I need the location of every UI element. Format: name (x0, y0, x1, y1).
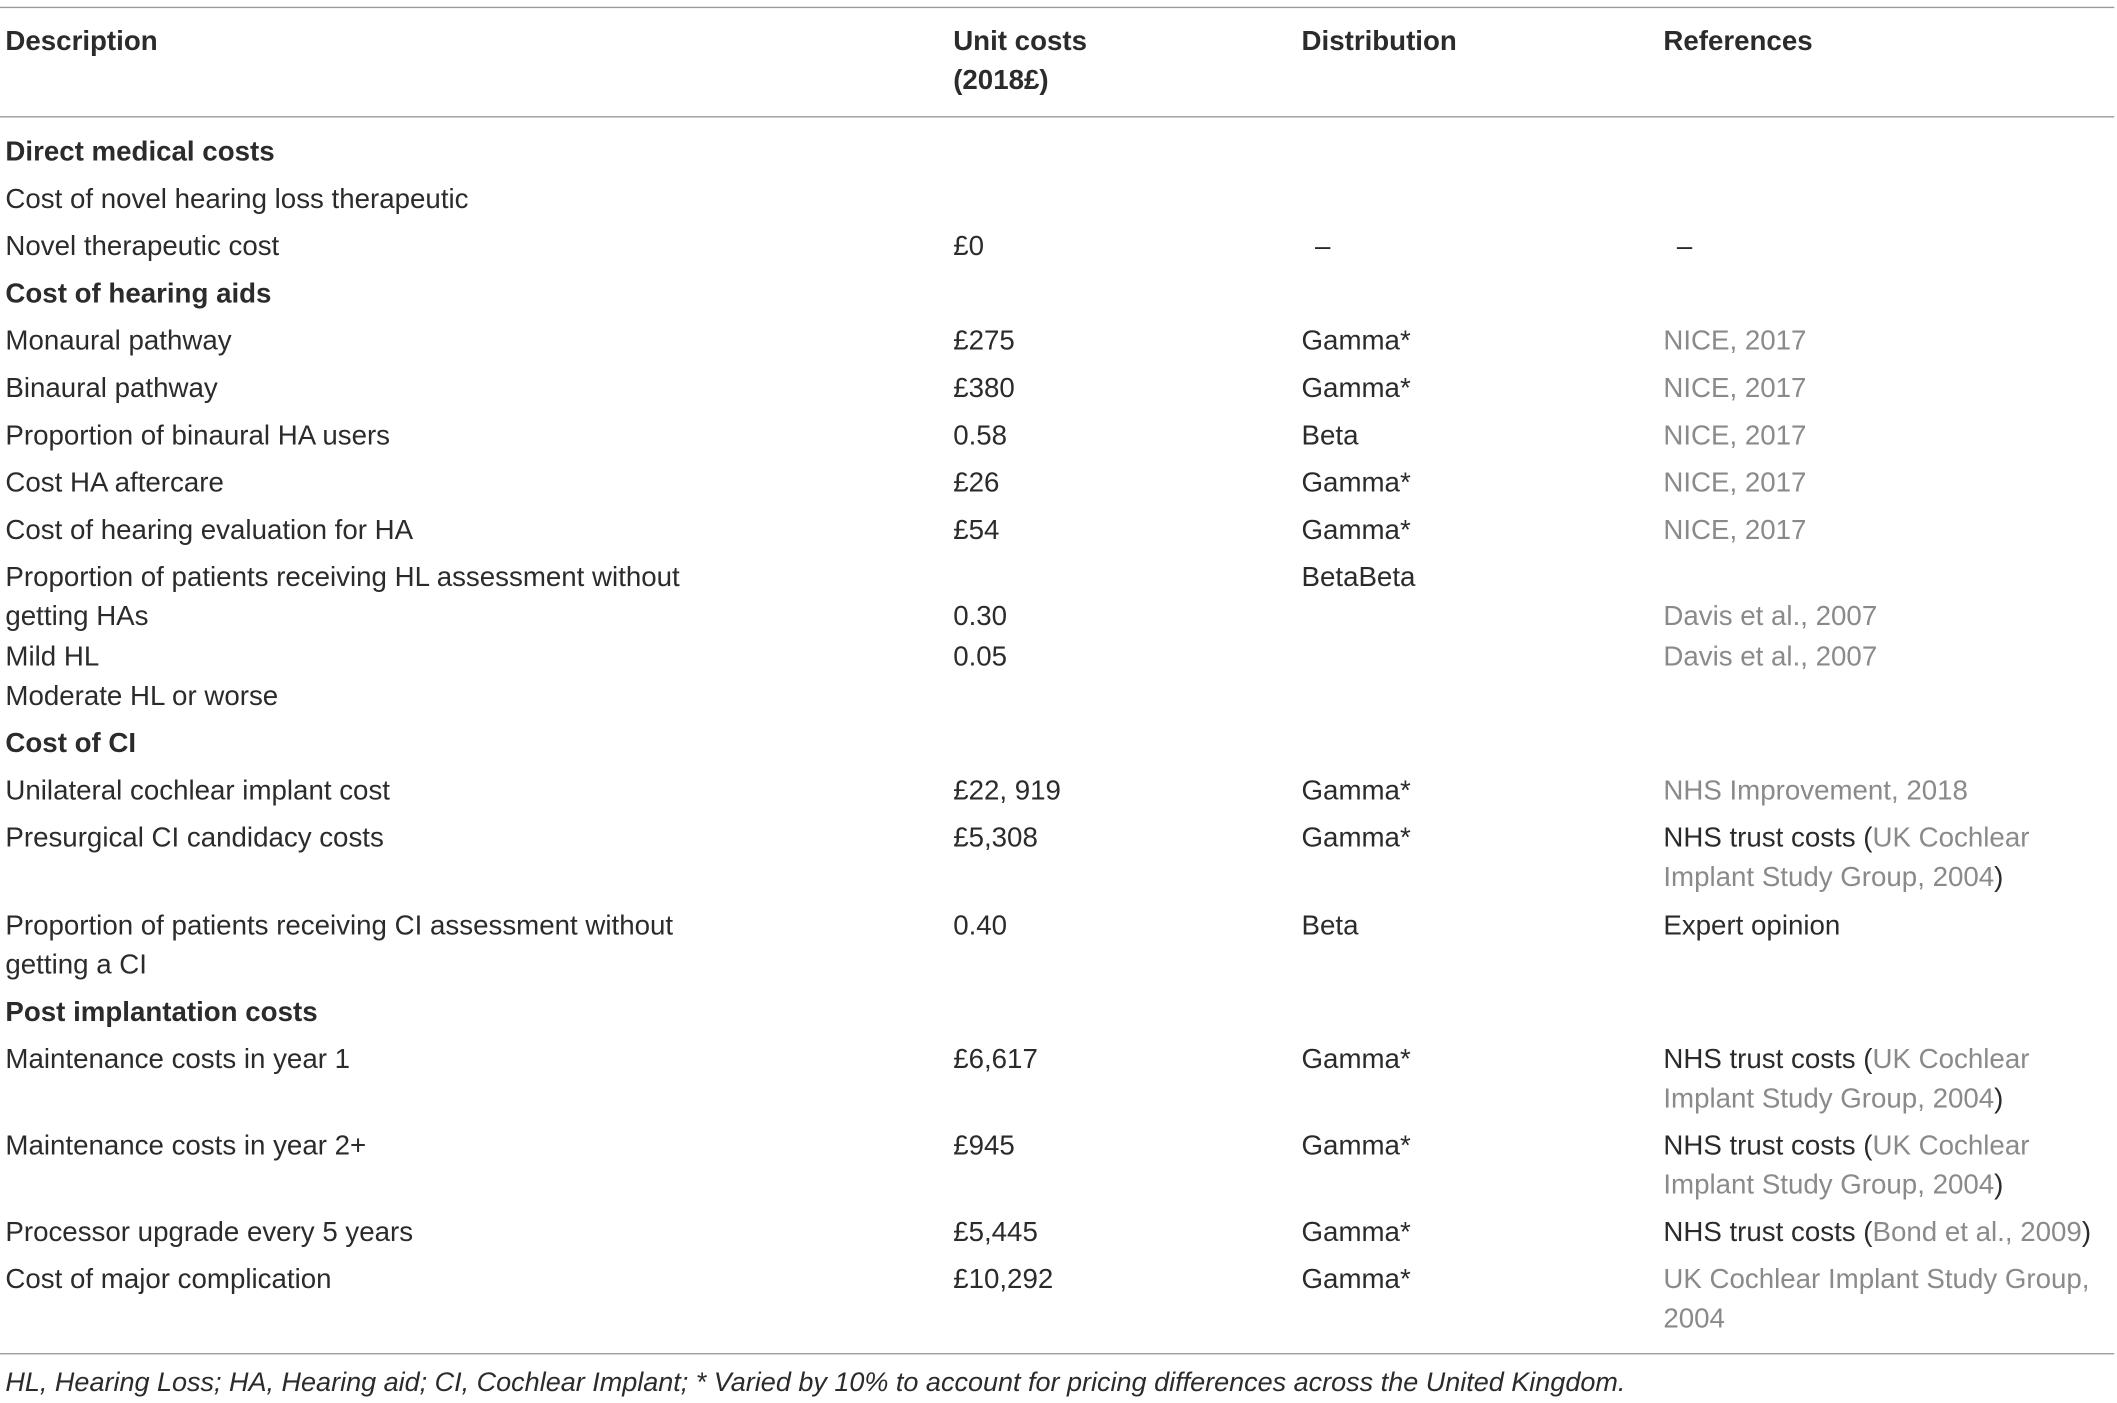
row-description: Proportion of binaural HA users (5, 419, 391, 452)
row-unit-cost: £26 (953, 467, 1000, 499)
reference-prefix: NHS trust costs ( (1663, 1216, 1873, 1248)
row-unit-cost: £54 (953, 514, 1000, 546)
reference-link[interactable]: UK Cochlear (1872, 822, 2030, 854)
row-distribution: BetaBeta (1301, 561, 1416, 593)
row-description: getting HAs (5, 600, 149, 632)
row-description: Unilateral cochlear implant cost (5, 775, 390, 807)
row-description: Monaural pathway (5, 325, 232, 357)
reference-link[interactable]: Implant Study Group, 2004 (1663, 1169, 1995, 1201)
row-description: Cost of novel hearing loss therapeutic (5, 183, 469, 215)
row-distribution: Gamma* (1301, 467, 1411, 499)
row-description: Cost of hearing evaluation for HA (5, 514, 414, 546)
row-distribution: Gamma* (1301, 822, 1411, 854)
row-unit-cost: £945 (953, 1130, 1015, 1162)
reference-link[interactable]: NHS Improvement, 2018 (1663, 775, 1968, 807)
row-unit-cost: 0.05 (953, 641, 1008, 673)
row-description: Maintenance costs in year 1 (5, 1043, 351, 1075)
section-title: Direct medical costs (5, 136, 275, 168)
row-description-line1: Proportion of patients receiving CI assessment without (5, 910, 674, 942)
reference-link[interactable]: Bond et al., 2009 (1872, 1216, 2082, 1248)
header-references: References (1663, 25, 1813, 57)
row-unit-cost: £5,308 (953, 822, 1038, 854)
row-description: Cost of major complication (5, 1263, 332, 1295)
row-distribution: Gamma* (1301, 1043, 1411, 1075)
row-unit-cost: £10,292 (953, 1263, 1054, 1295)
row-description: Presurgical CI candidacy costs (5, 822, 384, 854)
header-unit-costs (953, 22, 1087, 100)
reference-link[interactable]: NICE, 2017 (1663, 372, 1807, 404)
header-unit-costs-line1: Unit costs (953, 25, 1088, 57)
reference-link[interactable]: UK Cochlear (1872, 1130, 2030, 1162)
reference-link[interactable]: Implant Study Group, 2004 (1663, 1082, 1995, 1115)
row-unit-cost: £5,445 (953, 1216, 1038, 1248)
reference-link[interactable]: Davis et al., 2007 (1663, 600, 1878, 632)
row-distribution: Gamma* (1301, 775, 1411, 807)
reference-prefix: NHS trust costs ( (1663, 1043, 1873, 1075)
row-distribution: Beta (1301, 910, 1359, 942)
reference-link[interactable]: 2004 (1663, 1303, 1725, 1335)
reference-link[interactable]: Davis et al., 2007 (1663, 641, 1878, 673)
row-unit-cost: 0.30 (953, 600, 1008, 632)
row-distribution: Gamma* (1301, 1130, 1411, 1162)
row-unit-cost: 0.58 (953, 419, 1008, 452)
row-distribution: Gamma* (1301, 1216, 1411, 1248)
row-distribution: Gamma* (1301, 514, 1411, 546)
row-unit-cost: £6,617 (953, 1043, 1038, 1075)
row-distribution: Gamma* (1301, 372, 1411, 404)
row-description: Cost HA aftercare (5, 467, 224, 499)
row-description (5, 906, 673, 984)
reference-link[interactable]: Implant Study Group, 2004 (1663, 861, 1995, 893)
reference-prefix: NHS trust costs ( (1663, 822, 1873, 854)
row-reference (1663, 818, 2029, 896)
section-title: Post implantation costs (5, 996, 318, 1028)
section-title: Cost of hearing aids (5, 278, 272, 310)
bottom-rule (0, 1353, 2114, 1354)
reference-suffix: ) (1994, 1082, 2004, 1115)
row-reference (1663, 1040, 2029, 1118)
reference-link[interactable]: NICE, 2017 (1663, 514, 1807, 546)
row-distribution: Gamma* (1301, 325, 1411, 357)
row-distribution: Beta (1301, 419, 1359, 452)
reference-link[interactable]: NICE, 2017 (1663, 467, 1807, 499)
row-distribution: Gamma* (1301, 1263, 1411, 1295)
row-description: Maintenance costs in year 2+ (5, 1130, 367, 1162)
row-reference (1663, 1260, 2089, 1338)
row-unit-cost: 0.40 (953, 910, 1008, 942)
row-description-line2: getting a CI (5, 949, 147, 981)
reference-link[interactable]: NICE, 2017 (1663, 419, 1807, 452)
top-rule (0, 7, 2114, 8)
row-description: Mild HL (5, 641, 100, 673)
reference-link[interactable]: NICE, 2017 (1663, 325, 1807, 357)
header-rule (0, 116, 2114, 117)
reference-prefix: NHS trust costs ( (1663, 1130, 1873, 1162)
header-description: Description (5, 25, 158, 57)
row-reference (1663, 1126, 2029, 1204)
section-title: Cost of CI (5, 727, 137, 759)
row-unit-cost: £275 (953, 325, 1015, 357)
row-reference: – (1676, 230, 1693, 262)
table-footnote: HL, Hearing Loss; HA, Hearing aid; CI, Cochlear Implant; * Varied by 10% to account for pricing differences across the United Kingdom. (5, 1367, 1626, 1398)
row-unit-cost: £380 (953, 372, 1015, 404)
row-description: Proportion of patients receiving HL assessment without (5, 561, 680, 593)
row-reference (1663, 1213, 2091, 1252)
row-unit-cost: £22, 919 (953, 775, 1061, 807)
row-unit-cost: £0 (953, 230, 984, 262)
header-distribution: Distribution (1301, 25, 1457, 57)
row-description: Novel therapeutic cost (5, 230, 280, 262)
row-description: Moderate HL or worse (5, 680, 279, 712)
row-reference: Expert opinion (1663, 910, 1841, 942)
row-description: Processor upgrade every 5 years (5, 1216, 414, 1248)
reference-suffix: ) (1994, 1169, 2004, 1201)
header-unit-costs-line2: (2018£) (953, 64, 1049, 96)
reference-link[interactable]: UK Cochlear Implant Study Group, (1663, 1263, 2090, 1295)
reference-link[interactable]: UK Cochlear (1872, 1043, 2030, 1075)
row-distribution: – (1315, 230, 1331, 262)
reference-suffix: ) (1994, 861, 2004, 893)
row-description: Binaural pathway (5, 372, 218, 404)
reference-suffix: ) (2081, 1216, 2092, 1248)
